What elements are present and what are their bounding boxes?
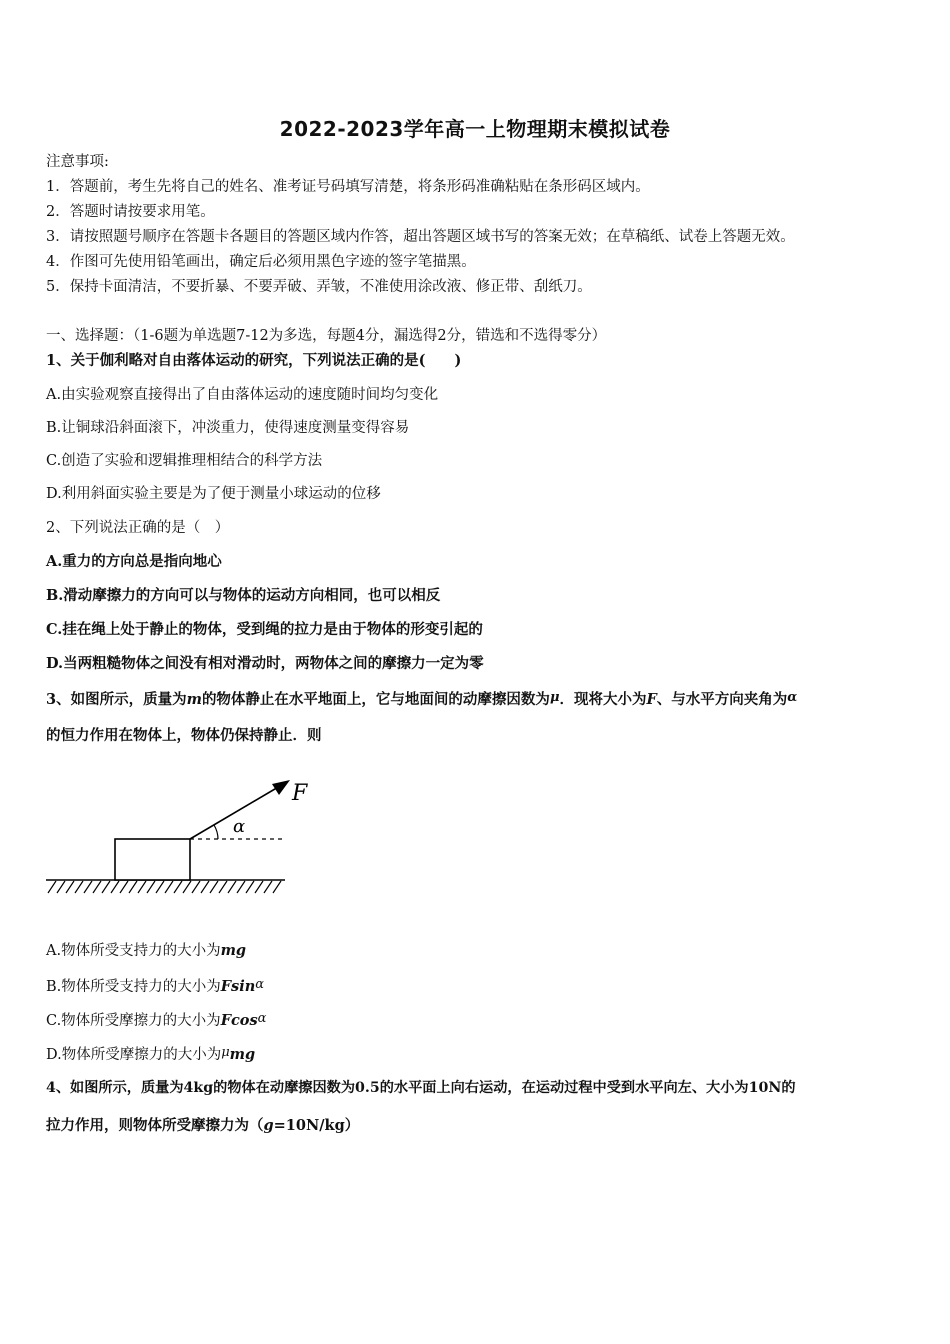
question-1-stem: 1、关于伽利略对自由落体运动的研究，下列说法正确的是( ) xyxy=(46,352,462,369)
q2-option-a: A.重力的方向总是指向地心 xyxy=(46,553,222,570)
alpha-symbol: α xyxy=(257,1011,267,1026)
q2-option-d: D.当两粗糙物体之间没有相对滑动时，两物体之间的摩擦力一定为零 xyxy=(46,655,484,672)
angle-label: α xyxy=(233,816,246,837)
notice-heading: 注意事项: xyxy=(46,154,109,170)
q1-option-b: B.让铜球沿斜面滚下，冲淡重力，使得速度测量变得容易 xyxy=(46,420,410,436)
q1-option-a: A.由实验观察直接得出了自由落体运动的速度随时间均匀变化 xyxy=(46,387,439,403)
q3-option-c xyxy=(46,1009,266,1031)
q3-option-b xyxy=(46,975,264,997)
q3-text: 3、如图所示，质量为 xyxy=(46,691,187,708)
notice-item: 3．请按照题号顺序在答题卡各题目的答题区域内作答，超出答题区域书写的答案无效；在草稿纸、试卷上答题无效。 xyxy=(46,229,795,245)
notice-item: 1．答题前，考生先将自己的姓名、准考证号码填写清楚，将条形码准确粘贴在条形码区域内。 xyxy=(46,179,650,195)
mass-symbol: m xyxy=(186,691,202,708)
q3-text: ．现将大小为 xyxy=(559,691,647,708)
option-text: C.物体所受摩擦力的大小为 xyxy=(46,1013,221,1029)
q2-option-b: B.滑动摩擦力的方向可以与物体的运动方向相同，也可以相反 xyxy=(46,587,441,604)
question-4-stem: 4、如图所示，质量为4kg的物体在动摩擦因数为0.5的水平面上向右运动，在运动过程中受到水平向左、大小为10N的 xyxy=(46,1080,796,1096)
option-formula: mg xyxy=(229,1046,256,1063)
notice-item: 4．作图可先使用铅笔画出，确定后必须用黑色字迹的签字笔描黑。 xyxy=(46,254,476,270)
notice-item: 2．答题时请按要求用笔。 xyxy=(46,204,215,220)
question-2-stem: 2、下列说法正确的是（ ） xyxy=(46,520,230,536)
q4-text: =10N/kg） xyxy=(273,1117,360,1134)
question-3-stem xyxy=(46,688,797,710)
alpha-symbol: α xyxy=(255,977,265,992)
force-diagram xyxy=(40,770,320,900)
q3-text: 、与水平方向夹角为 xyxy=(656,691,788,708)
q1-option-d: D.利用斜面实验主要是为了便于测量小球运动的位移 xyxy=(46,486,381,502)
option-text: D.物体所受摩擦力的大小为 xyxy=(46,1047,222,1063)
q1-option-c: C.创造了实验和逻辑推理相结合的科学方法 xyxy=(46,453,323,469)
ground-hatching xyxy=(48,881,281,893)
option-formula: mg xyxy=(220,942,247,959)
force-arrowhead xyxy=(272,780,290,795)
gravity-symbol: g xyxy=(263,1117,274,1134)
q2-option-c: C.挂在绳上处于静止的物体，受到绳的拉力是由于物体的形变引起的 xyxy=(46,621,483,638)
option-text: A.物体所受支持力的大小为 xyxy=(46,943,221,959)
option-formula: Fcos xyxy=(220,1012,258,1029)
page-title: 2022-2023学年高一上物理期末模拟试卷 xyxy=(279,117,671,141)
q3-option-d xyxy=(46,1043,255,1065)
question-4-stem-line2 xyxy=(46,1116,359,1136)
q3-option-a xyxy=(46,941,246,961)
mu-symbol: μ xyxy=(549,690,560,705)
block xyxy=(115,839,190,880)
option-formula: Fsin xyxy=(220,978,256,995)
force-label: F xyxy=(292,781,308,806)
q3-text: 的物体静止在水平地面上，它与地面间的动摩擦因数为 xyxy=(201,691,550,708)
question-3-stem-line2: 的恒力作用在物体上，物体仍保持静止．则 xyxy=(46,727,322,744)
option-text: B.物体所受支持力的大小为 xyxy=(46,979,221,995)
angle-arc xyxy=(214,825,218,839)
q4-text: 拉力作用，则物体所受摩擦力为（ xyxy=(46,1117,264,1134)
mu-symbol: μ xyxy=(221,1045,230,1060)
force-symbol: F xyxy=(646,691,657,708)
notice-item: 5．保持卡面清洁，不要折暴、不要弄破、弄皱，不准使用涂改液、修正带、刮纸刀。 xyxy=(46,279,592,295)
section-heading: 一、选择题：（1-6题为单选题7-12为多选，每题4分，漏选得2分，错选和不选得零分） xyxy=(46,328,607,344)
alpha-symbol: α xyxy=(787,690,798,705)
